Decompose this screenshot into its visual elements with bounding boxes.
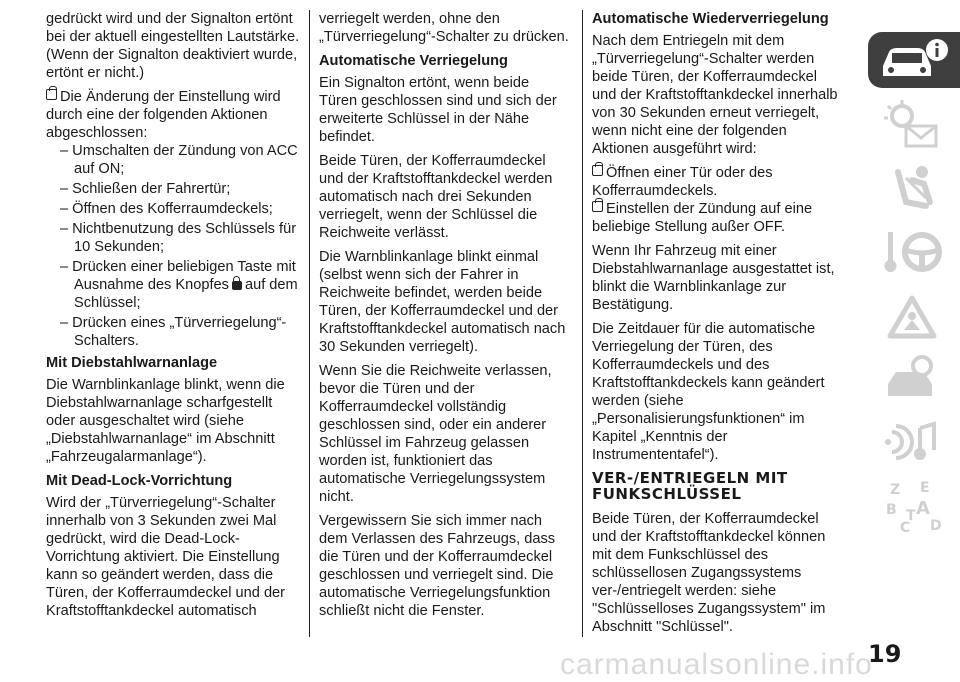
index-letter: A [916,498,930,519]
chapter-sidebar [862,32,960,544]
tab-maintenance[interactable] [862,352,960,408]
chapter-heading: VER-/ENTRIEGELN MIT FUNKSCHLÜSSEL [592,469,788,503]
list-item: – Umschalten der Zündung von ACC auf ON; [60,143,298,177]
watermark: carmanualsonline.info [560,648,873,681]
index-letter: T [906,508,916,524]
lock-icon [232,281,242,290]
multimedia-icon [876,418,946,470]
paragraph: Die Warnblinkanlage blinkt einmal (selbst wenn sich der Fahrer in Reichweite befindet, werden beide Türen, der Kofferraumdeckel und der Kraftstofftankdeckel automatisch nach 30 Sekunden verriegelt). [319,249,566,355]
bullet-icon [592,201,603,212]
list-item: – Schließen der Fahrertür; [60,181,231,197]
tab-car-info[interactable] [868,32,960,88]
paragraph: verriegelt werden, ohne den „Türverriegelung“-Schalter zu drücken. [319,11,569,45]
index-letter: B [886,502,897,518]
index-letter: Z [890,482,901,498]
paragraph: Die Warnblinkanlage blinkt, wenn die Diebstahlwarnanlage scharfgestellt oder ausgeschaltet wird (siehe „Diebstahlwarnanlage“ im Abschnitt „Fahrzeugalarmanlage“). [46,377,285,465]
tab-index[interactable] [862,480,960,536]
list-item: – Öffnen des Kofferraumdeckels; [60,201,273,217]
steering-key-icon [876,226,946,278]
section-heading: Mit Diebstahlwarnanlage [46,355,218,371]
paragraph: Die Änderung der Einstellung wird durch eine der folgenden Aktionen abgeschlossen: [46,89,281,141]
index-letter: D [930,518,942,534]
column-2 [319,10,571,626]
tab-emergency[interactable] [862,288,960,344]
paragraph: Beide Türen, der Kofferraumdeckel und der Kraftstofftankdeckel werden automatisch nach drei Sekunden verriegelt, wenn der Schlüssel die Reichweite verlässt. [319,153,553,241]
index-letter: E [920,480,930,496]
column-1 [46,10,300,626]
paragraph: Beide Türen, der Kofferraumdeckel und der Kraftstofftankdeckel können mit dem Funkschlüssel des schlüssellosen Zugangssystems ver-/entriegelt werden: siehe "Schlüsselloses Zugangssystem" im Abschnitt "Schlüssel". [592,511,826,635]
car-info-icon [877,36,951,84]
column-divider [582,10,583,637]
tab-airbag-seat[interactable] [862,160,960,216]
list-item: – Nichtbenutzung des Schlüssels für 10 Sekunden; [60,221,297,255]
tab-multimedia[interactable] [862,416,960,472]
index-letter: C [900,520,911,536]
column-divider [309,10,310,637]
paragraph: Nach dem Entriegeln mit dem „Türverriegelung“-Schalter werden beide Türen, der Kofferraumdeckel und der Kraftstofftankdeckel innerhalb von 30 Sekunden erneut verriegelt, wenn nicht eine der folgenden Aktionen ausgeführt wird: [592,33,838,157]
section-heading: Automatische Verriegelung [319,53,508,69]
paragraph: Wenn Ihr Fahrzeug mit einer Diebstahlwarnanlage ausgestattet ist, blinkt die Warnblinkanlage zur Bestätigung. [592,243,835,313]
paragraph: Die Zeitdauer für die automatische Verriegelung der Türen, des Kofferraumdeckels und des Kraftstofftankdeckels kann geändert werden (siehe „Personalisierungsfunktionen“ im Kapitel „Kenntnis der Instrumententafel“). [592,321,825,463]
paragraph: Einstellen der Zündung auf eine beliebige Stellung außer OFF. [592,201,813,235]
list-item: – Drücken einer beliebigen Taste mit Ausnahme des Knopfes auf dem Schlüssel; [60,259,298,311]
lights-warning-icon [876,98,946,150]
bullet-icon [46,89,57,100]
bullet-icon [592,165,603,176]
paragraph: gedrückt wird und der Signalton ertönt bei der aktuell eingestellten Lautstärke. (Wenn der Signalton deaktiviert wurde, ertönt er nicht.) [46,11,300,81]
paragraph: Ein Signalton ertönt, wenn beide Türen geschlossen sind und sich der erweiterte Schlüssel in der Nähe befindet. [319,75,557,145]
tab-steering-key[interactable] [862,224,960,280]
page-number: 19 [868,640,902,668]
paragraph: Wird der „Türverriegelung“-Schalter innerhalb von 3 Sekunden zwei Mal gedrückt, wird die Dead-Lock-Vorrichtung aktiviert. Die Einstellung kann so geändert werden, dass die Türen, der Kofferraumdeckel und der Kraftstofftankdeckel automatisch [46,495,286,619]
emergency-icon [876,290,946,342]
paragraph: Vergewissern Sie sich immer nach dem Verlassen des Fahrzeugs, dass die Türen und der Kofferraumdeckel geschlossen und verriegelt sind. Die automatische Verriegelungsfunktion schließt nicht die Fenster. [319,513,556,619]
paragraph: Wenn Sie die Reichweite verlassen, bevor die Türen und der Kofferraumdeckel vollständig geschlossen sind, oder ein anderer Schlüssel im Fahrzeug gelassen worden ist, funktioniert das automatische Verriegelungssystem nicht. [319,363,552,505]
column-3 [592,10,844,642]
section-heading: Mit Dead-Lock-Vorrichtung [46,473,233,489]
index-icon [876,480,946,536]
section-heading: Automatische Wiederverriegelung [592,11,829,27]
paragraph: Öffnen einer Tür oder des Kofferraumdeckels. [592,165,773,199]
maintenance-icon [876,354,946,406]
list-item: – Drücken eines „Türverriegelung“-Schalters. [60,315,287,349]
tab-lights-warning[interactable] [862,96,960,152]
airbag-seat-icon [876,162,946,214]
